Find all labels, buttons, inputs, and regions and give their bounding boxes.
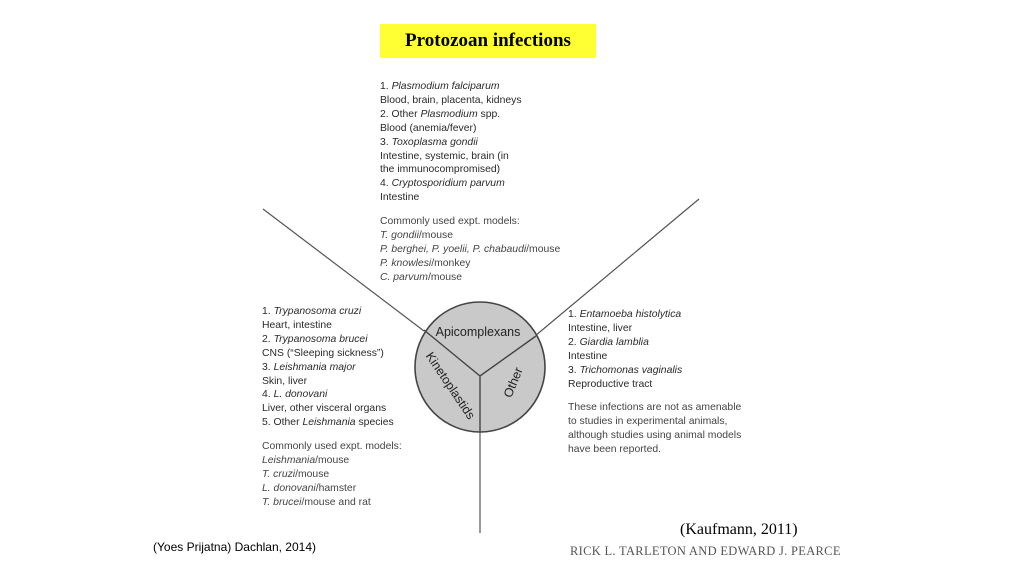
line-text: 2. Other: [380, 108, 421, 120]
line-text: Heart, intestine: [262, 319, 332, 331]
other-note-line: although studies using animal models: [568, 430, 742, 442]
apicomplexa-model-line: [380, 243, 560, 257]
species-name: P. knowlesi: [380, 257, 432, 269]
other-note-line: These infections are not as amenable: [568, 402, 742, 414]
line-text: /mouse: [315, 455, 350, 467]
kinetoplastid-models-header: Commonly used expt. models:: [262, 441, 402, 453]
segment-label-kinetoplastids: Kinetoplastids: [422, 349, 478, 422]
line-text: 2.: [262, 333, 274, 345]
other-infection-line: [568, 308, 741, 322]
kinetoplastid-infection-line: [262, 305, 402, 319]
line-text: Intestine: [380, 192, 420, 204]
apicomplexa-model-line: [380, 229, 560, 243]
species-name: Giardia lamblia: [579, 336, 649, 348]
other-note-line: to studies in experimental animals,: [568, 416, 728, 428]
other-infection-line: [568, 336, 741, 350]
other-info-block: [568, 308, 741, 457]
line-text: 2.: [568, 336, 580, 348]
apicomplexa-infection-line: [380, 94, 560, 108]
citation-right: (Kaufmann, 2011): [680, 521, 798, 538]
line-text: 1.: [262, 306, 274, 317]
kinetoplastid-infection-line: [262, 388, 402, 402]
species-name: T. cruzi: [262, 468, 296, 480]
species-name: Trypanosoma brucei: [273, 333, 368, 345]
species-name: T. gondii: [380, 230, 419, 242]
kinetoplastid-infection-line: [262, 361, 402, 375]
apicomplexa-infection-line: [380, 136, 560, 150]
kinetoplastid-infection-line: [262, 319, 402, 333]
kinetoplastid-infection-line: [262, 333, 402, 347]
kinetoplastid-model-line: [262, 496, 402, 510]
apicomplexa-infection-list: [380, 80, 560, 205]
apicomplexa-infection-line: [380, 108, 560, 122]
species-name: T. brucei: [262, 496, 302, 508]
apicomplexa-infection-line: [380, 122, 560, 136]
line-text: CNS (“Sleeping sickness”): [262, 347, 384, 359]
line-text: Intestine, liver: [568, 322, 633, 334]
kinetoplastid-model-line: [262, 454, 402, 468]
line-text: 1.: [568, 309, 580, 320]
line-text: species: [355, 417, 394, 429]
other-note: [568, 401, 741, 457]
page-title: Protozoan infections: [405, 30, 571, 51]
kinetoplastid-model-line: [262, 482, 402, 496]
kinetoplastid-infection-list: [262, 305, 402, 430]
apicomplexa-infection-line: [380, 150, 560, 164]
species-name: Trypanosoma cruzi: [273, 306, 362, 317]
line-text: /mouse: [295, 468, 330, 480]
line-text: 3.: [568, 364, 580, 376]
line-text: 1.: [380, 81, 392, 92]
line-text: /monkey: [431, 257, 471, 269]
line-text: 3.: [380, 136, 392, 148]
line-text: /mouse: [427, 271, 463, 283]
apicomplexa-infection-line: [380, 177, 560, 191]
line-text: /mouse: [418, 230, 453, 242]
citation-left: (Yoes Prijatna) Dachlan, 2014): [153, 540, 316, 554]
apicomplexa-model-list: [380, 229, 560, 285]
other-infection-line: [568, 350, 741, 364]
line-text: /mouse: [526, 243, 561, 255]
species-name: Leishmania: [302, 417, 356, 429]
kinetoplastid-infection-line: [262, 375, 402, 389]
species-name: Trichomonas vaginalis: [579, 364, 683, 376]
species-name: Toxoplasma gondii: [391, 136, 478, 148]
other-infection-line: [568, 364, 741, 378]
kinetoplastid-info-block: [262, 305, 402, 510]
species-name: Plasmodium: [420, 108, 478, 120]
line-text: Intestine, systemic, brain (in: [380, 150, 509, 162]
line-text: Intestine: [568, 350, 608, 362]
line-text: 5. Other: [262, 417, 303, 429]
line-text: spp.: [477, 108, 501, 120]
apicomplexa-model-line: [380, 257, 560, 271]
species-name: Entamoeba histolytica: [579, 309, 682, 320]
line-text: 4.: [262, 389, 274, 401]
line-text: /mouse and rat: [301, 496, 371, 508]
author-credit: RICK L. TARLETON AND EDWARD J. PEARCE: [570, 544, 841, 558]
kinetoplastid-infection-line: [262, 416, 402, 430]
kinetoplastid-model-line: [262, 468, 402, 482]
kinetoplastid-model-list: [262, 454, 402, 510]
species-name: C. parvum: [380, 271, 428, 283]
species-name: Leishmania: [262, 455, 316, 467]
species-name: P. berghei, P. yoelii, P. chabaudi: [380, 243, 527, 255]
other-infection-list: [568, 308, 741, 391]
species-name: Cryptosporidium parvum: [391, 178, 505, 190]
segment-label-other: Other: [500, 365, 526, 400]
apicomplexa-infection-line: [380, 80, 560, 94]
apicomplexa-models-header: Commonly used expt. models:: [380, 216, 520, 228]
apicomplexa-info-block: [380, 80, 560, 285]
line-text: 4.: [380, 178, 392, 190]
apicomplexa-infection-line: [380, 191, 560, 205]
apicomplexa-infection-line: [380, 163, 560, 177]
line-text: the immunocompromised): [380, 164, 501, 176]
other-infection-line: [568, 322, 741, 336]
kinetoplastid-infection-line: [262, 402, 402, 416]
species-name: L. donovani: [273, 389, 328, 401]
species-name: Plasmodium falciparum: [391, 81, 500, 92]
apicomplexa-model-line: [380, 271, 560, 285]
line-text: Liver, other visceral organs: [262, 403, 387, 415]
species-name: L. donovani: [262, 482, 316, 494]
line-text: Blood, brain, placenta, kidneys: [380, 94, 522, 106]
other-infection-line: [568, 378, 741, 392]
line-text: /hamster: [315, 482, 357, 494]
segment-label-apicomplexans: Apicomplexans: [435, 325, 521, 339]
other-note-line: have been reported.: [568, 444, 662, 456]
line-text: 3.: [262, 361, 274, 373]
line-text: Blood (anemia/fever): [380, 122, 477, 134]
species-name: Leishmania major: [273, 361, 356, 373]
kinetoplastid-infection-line: [262, 347, 402, 361]
line-text: Skin, liver: [262, 375, 308, 387]
line-text: Reproductive tract: [568, 378, 653, 390]
